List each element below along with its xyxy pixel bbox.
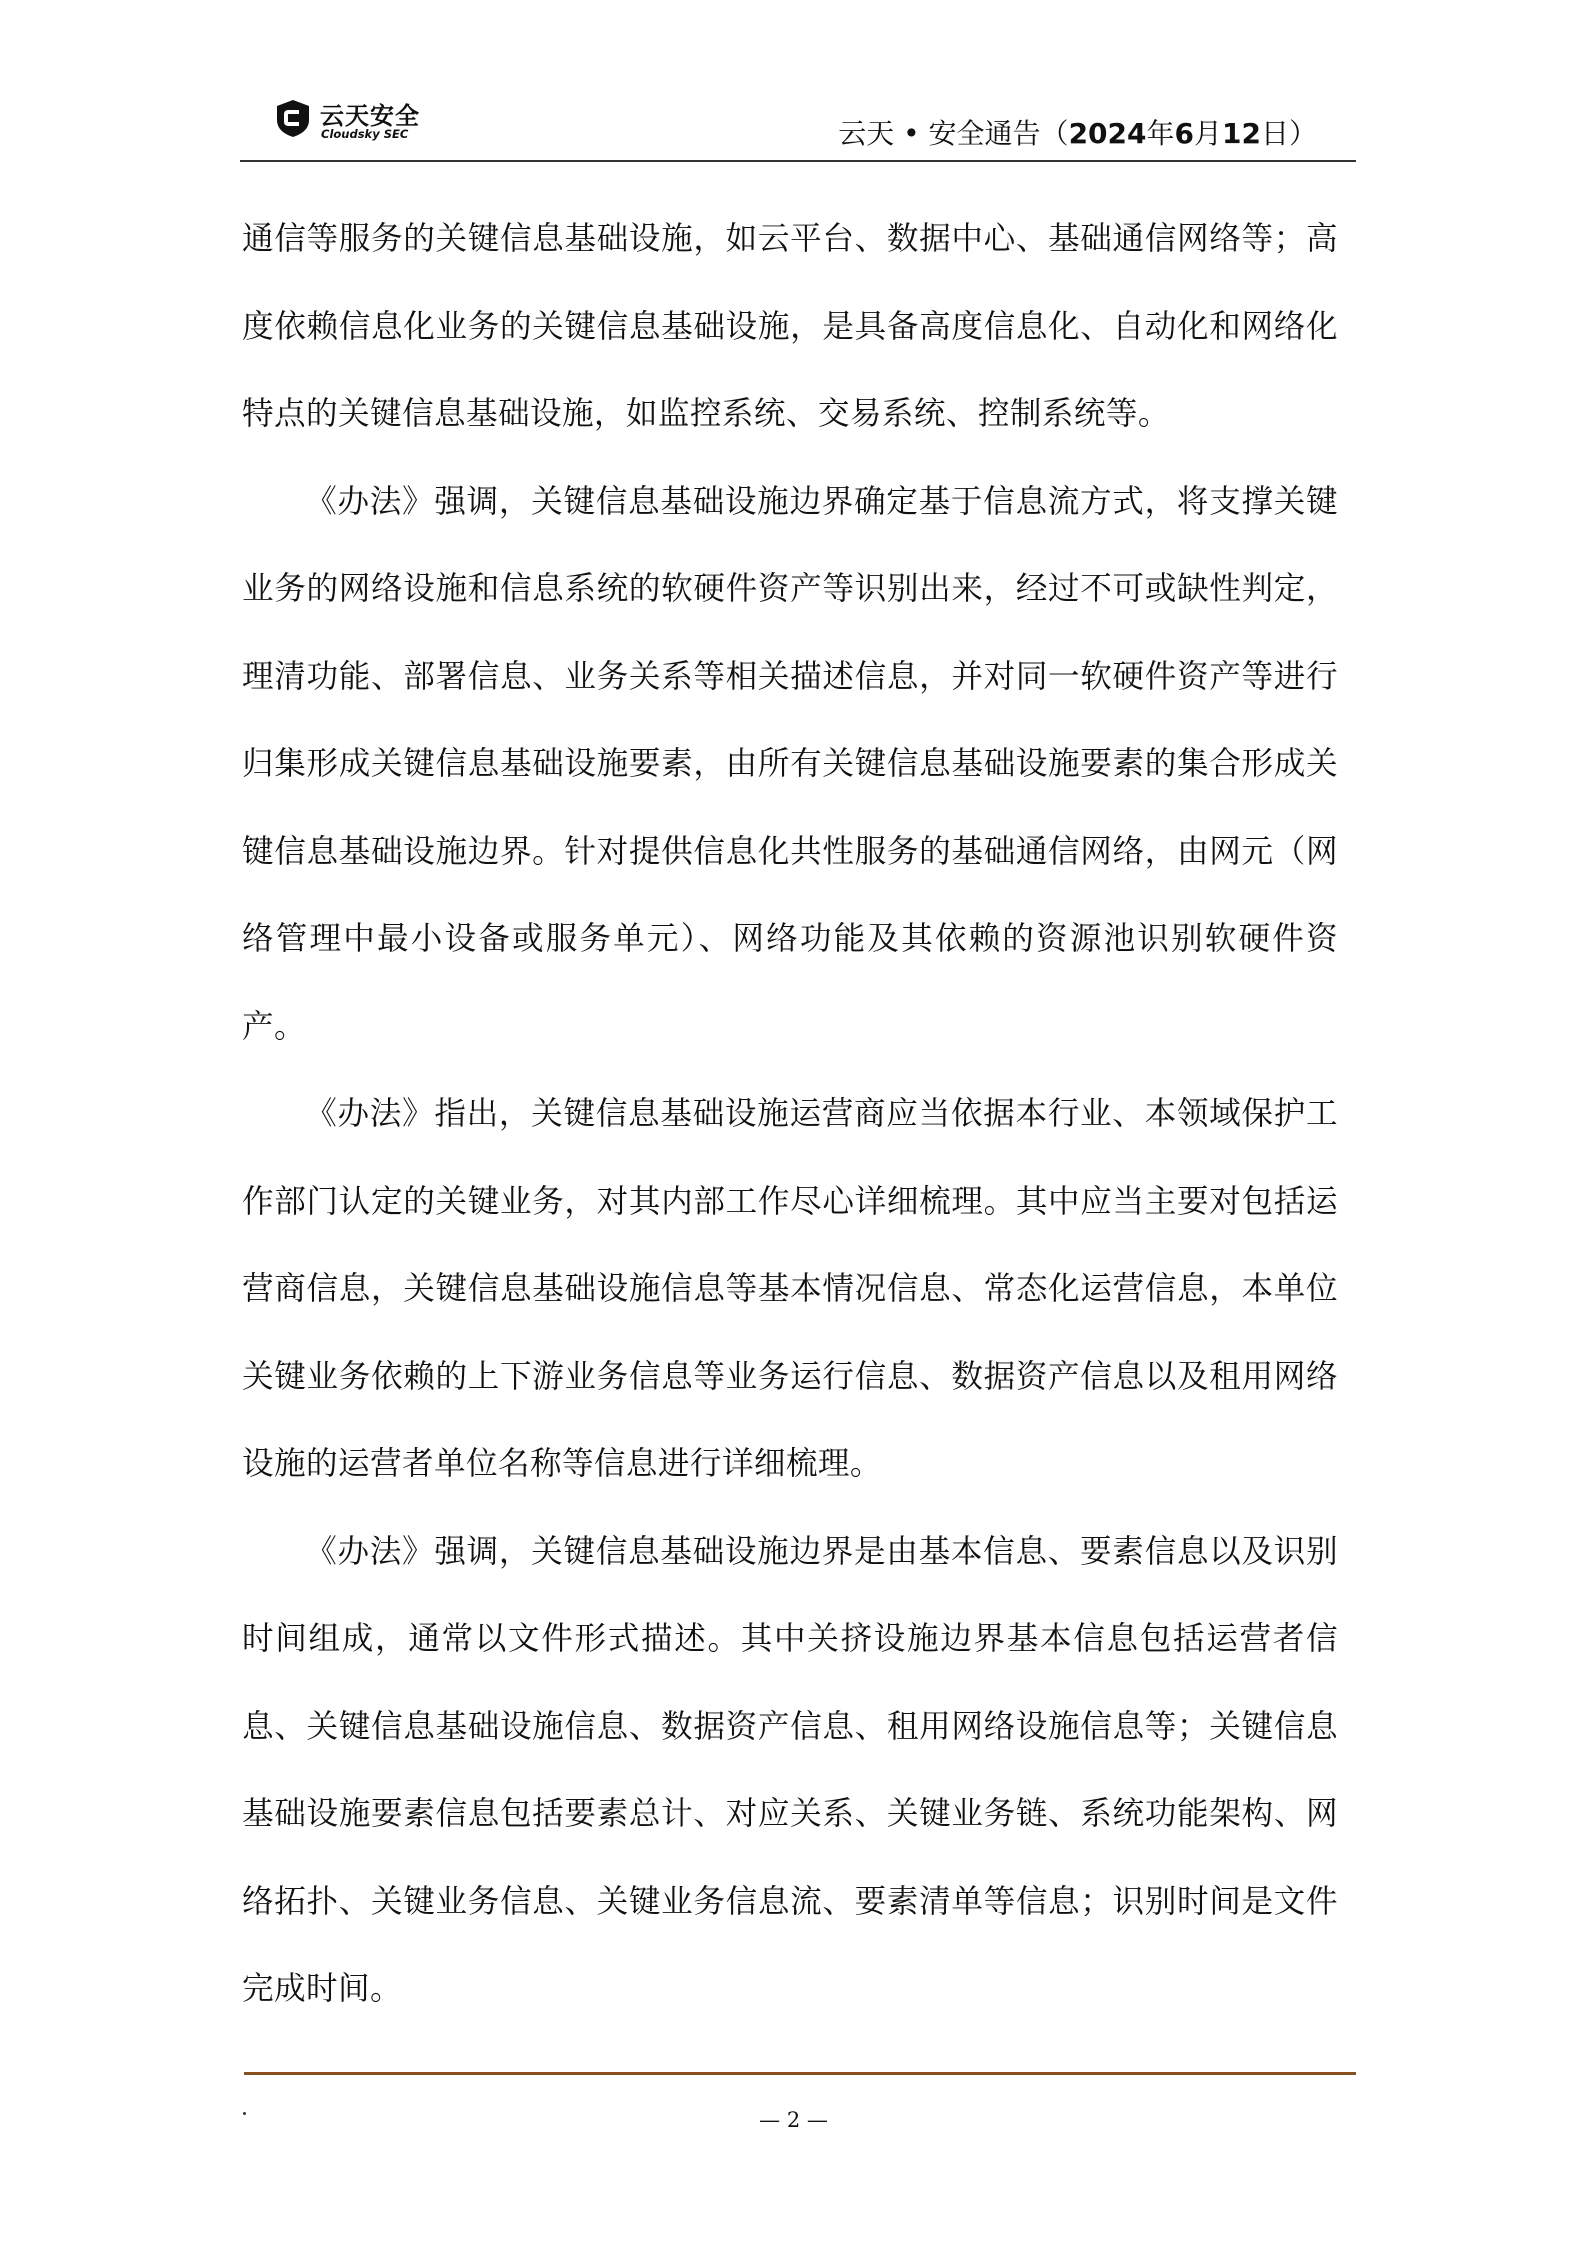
paragraph-boundary-method: 《办法》强调，关键信息基础设施边界确定基于信息流方式，将支撑关键业务的网络设施和信息系统的软硬件资产等识别出来，经过不可或缺性判定，理清功能、部署信息、业务关系等相关描述信息，并对同一软硬件资产等进行归集形成关键信息基础设施要素，由所有关键信息基础设施要素的集合形成关键信息基础设施边界。针对提供信息化共性服务的基础通信网络，由网元（网络管理中最小设备或服务单元）、网络功能及其依赖的资源池识别软硬件资产。	[242, 483, 1338, 1045]
logo-name: 云天安全	[320, 102, 420, 130]
title-day: 12	[1222, 117, 1261, 150]
logo	[272, 96, 442, 144]
title-month: 6	[1174, 117, 1194, 150]
title-year: 2024	[1068, 117, 1147, 150]
paragraph-continued: 通信等服务的关键信息基础设施，如云平台、数据中心、基础通信网络等；高度依赖信息化业务的关键信息基础设施，是具备高度信息化、自动化和网络化特点的关键信息基础设施，如监控系统、交易系统、控制系统等。	[242, 221, 1338, 432]
document-body	[242, 196, 1338, 2034]
footer-divider	[244, 2072, 1356, 2075]
title-prefix: 云天 • 安全通告（	[838, 117, 1069, 150]
title-day-unit: 日）	[1260, 117, 1317, 150]
cloudsky-logo-icon	[274, 98, 312, 138]
bulletin-title	[838, 112, 1317, 152]
logo-subtitle: Cloudsky SEC	[321, 127, 409, 141]
title-month-unit: 月	[1194, 117, 1223, 150]
paragraph-boundary-composition: 《办法》强调，关键信息基础设施边界是由基本信息、要素信息以及识别时间组成，通常以文件形式描述。其中关挤设施边界基本信息包括运营者信息、关键信息基础设施信息、数据资产信息、租用网络设施信息等；关键信息基础设施要素信息包括要素总计、对应关系、关键业务链、系统功能架构、网络拓扑、关键业务信息、关键业务信息流、要素清单等信息；识别时间是文件完成时间。	[242, 1533, 1338, 2007]
paragraph-operator-review: 《办法》指出，关键信息基础设施运营商应当依据本行业、本领域保护工作部门认定的关键业务，对其内部工作尽心详细梳理。其中应当主要对包括运营商信息，关键信息基础设施信息等基本情况信息、常态化运营信息，本单位关键业务依赖的上下游业务信息等业务运行信息、数据资产信息以及租用网络设施的运营者单位名称等信息进行详细梳理。	[242, 1096, 1338, 1482]
title-year-unit: 年	[1146, 117, 1175, 150]
page-number: — 2 —	[759, 2108, 828, 2132]
header-divider	[240, 160, 1356, 162]
